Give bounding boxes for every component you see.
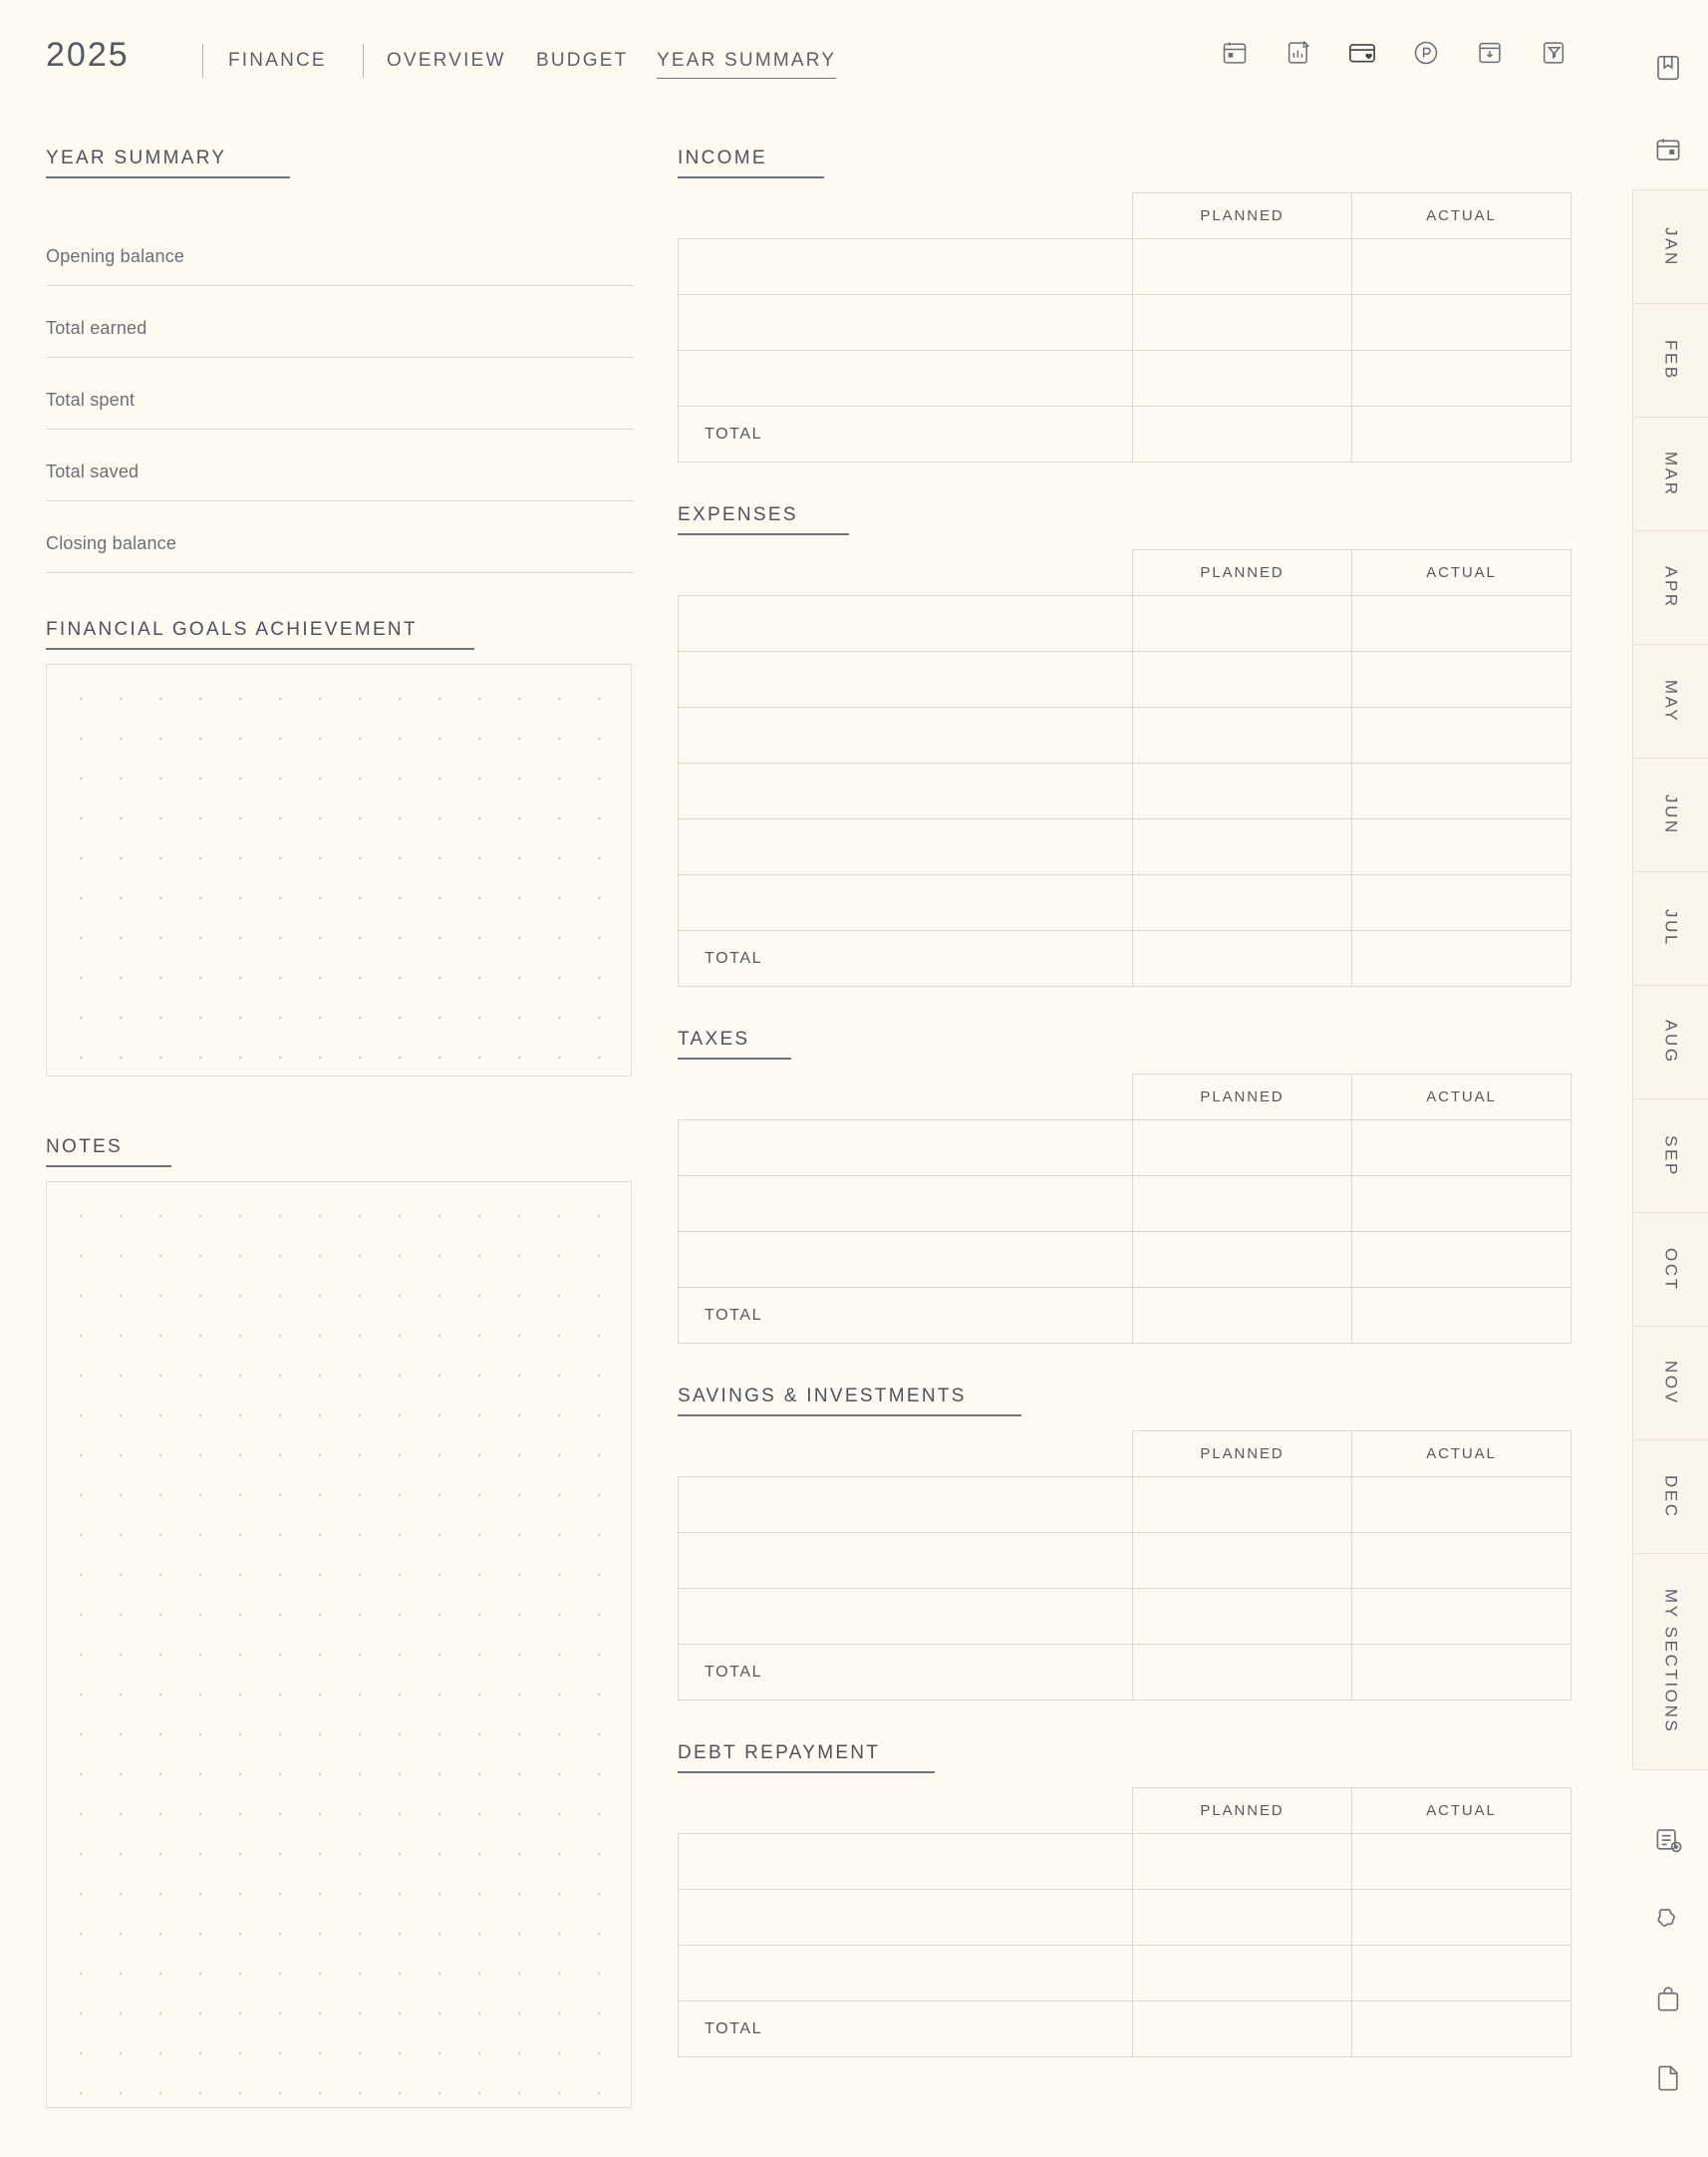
table-row[interactable] [679,1120,1571,1176]
cell-planned[interactable] [1133,708,1352,764]
tab-jan[interactable] [1632,189,1708,303]
notes-title-text: NOTES [46,1136,123,1157]
calendar-icon[interactable] [1218,36,1252,70]
cell-actual[interactable] [1352,1946,1571,2002]
savings-block [678,1386,1570,1700]
cell-actual[interactable] [1352,351,1571,407]
tab-label: DEC [1661,1474,1681,1519]
cell-actual[interactable] [1352,596,1571,652]
page-title: 2025 [46,36,130,74]
cell-actual[interactable] [1352,295,1571,351]
table-row[interactable] [679,708,1571,764]
cell-planned[interactable] [1133,1176,1352,1232]
summary-row-label: Opening balance [46,246,185,266]
tab-label: JAN [1661,226,1681,267]
cell-planned[interactable] [1133,295,1352,351]
table-total-row [679,2002,1571,2057]
table-row[interactable] [679,1533,1571,1589]
tab-label: OCT [1661,1247,1681,1292]
cell-planned[interactable] [1133,652,1352,708]
savings-header-actual: ACTUAL [1352,1431,1571,1477]
cell-actual[interactable] [1352,1834,1571,1890]
table-total-row [679,407,1571,462]
calendar-tab-icon[interactable] [1650,132,1686,167]
cell-planned[interactable] [1133,764,1352,819]
tab-label: JUL [1661,909,1681,948]
cell-name[interactable] [679,351,1133,407]
cell-name[interactable] [679,819,1133,875]
income-header-actual: ACTUAL [1352,193,1571,239]
year-summary-list [46,214,634,573]
total-planned[interactable] [1133,407,1352,462]
table-row[interactable] [679,819,1571,875]
tab-oct[interactable] [1632,1212,1708,1326]
goals-dotgrid[interactable] [46,664,632,1077]
table-row[interactable] [679,351,1571,407]
cell-actual[interactable] [1352,708,1571,764]
cell-name[interactable] [679,1120,1133,1176]
cell-name[interactable] [679,652,1133,708]
add-note-icon[interactable] [1650,1822,1686,1858]
debt-title-text: DEBT REPAYMENT [678,1742,881,1763]
breadcrumb-budget[interactable]: BUDGET [536,50,629,71]
table-row[interactable] [679,295,1571,351]
cell-planned[interactable] [1133,819,1352,875]
expenses-header-actual: ACTUAL [1352,550,1571,596]
income-header-blank [679,193,1133,239]
cell-actual[interactable] [1352,1890,1571,1946]
taxes-header-blank [679,1075,1133,1120]
goals-title [46,619,418,650]
total-label: TOTAL [679,1288,1133,1344]
cell-planned[interactable] [1133,1120,1352,1176]
cell-planned[interactable] [1133,351,1352,407]
cell-planned[interactable] [1133,1232,1352,1288]
tab-label: NOV [1661,1361,1681,1405]
cell-planned[interactable] [1133,1533,1352,1589]
cell-actual[interactable] [1352,764,1571,819]
cell-actual[interactable] [1352,239,1571,295]
tab-label: FEB [1661,340,1681,381]
cell-actual[interactable] [1352,1176,1571,1232]
tab-dec[interactable] [1632,1439,1708,1553]
chart-note-icon[interactable] [1281,36,1315,70]
breadcrumb-year-summary[interactable]: YEAR SUMMARY [657,50,836,79]
taxes-title-text: TAXES [678,1029,750,1050]
table-row[interactable] [679,652,1571,708]
tab-my-sections[interactable] [1632,1553,1708,1770]
summary-row-total-earned[interactable] [46,286,634,358]
table-row[interactable] [679,764,1571,819]
expenses-header-planned: PLANNED [1133,550,1352,596]
month-tabs [1632,189,1708,1770]
notes-dotgrid[interactable] [46,1181,632,2108]
income-table [678,192,1571,462]
notes-title [46,1136,123,1167]
page-header [46,36,1570,86]
cell-planned[interactable] [1133,239,1352,295]
expenses-header-blank [679,550,1133,596]
bag-icon[interactable] [1650,1982,1686,2017]
cell-actual[interactable] [1352,1533,1571,1589]
cell-planned[interactable] [1133,1946,1352,2002]
cell-name[interactable] [679,1533,1133,1589]
cell-name[interactable] [679,875,1133,931]
tab-feb[interactable] [1632,303,1708,417]
debt-header-planned: PLANNED [1133,1788,1352,1834]
table-row[interactable] [679,1232,1571,1288]
finance-circle-icon[interactable] [1409,36,1443,70]
tab-jul[interactable] [1632,871,1708,985]
breadcrumb-overview[interactable]: OVERVIEW [387,50,506,71]
taxes-title [678,1029,749,1060]
table-row[interactable] [679,596,1571,652]
total-label: TOTAL [679,931,1133,987]
income-header-planned: PLANNED [1133,193,1352,239]
cell-name[interactable] [679,295,1133,351]
cell-planned[interactable] [1133,1890,1352,1946]
total-actual[interactable] [1352,407,1571,462]
total-actual[interactable] [1352,1645,1571,1700]
tab-label: JUN [1661,794,1681,835]
taxes-header-actual: ACTUAL [1352,1075,1571,1120]
right-column [678,148,1570,2099]
page-icon[interactable] [1650,2059,1686,2095]
cell-name[interactable] [679,1589,1133,1645]
cell-planned[interactable] [1133,1834,1352,1890]
table-row[interactable] [679,239,1571,295]
tab-sep[interactable] [1632,1098,1708,1212]
taxes-block [678,1029,1570,1344]
expenses-title-text: EXPENSES [678,504,798,525]
total-label: TOTAL [679,2002,1133,2057]
cell-actual[interactable] [1352,652,1571,708]
cell-planned[interactable] [1133,1589,1352,1645]
summary-row-label: Total spent [46,390,136,410]
summary-row-label: Total saved [46,462,140,481]
funnel-icon[interactable] [1537,36,1570,70]
tab-mar[interactable] [1632,417,1708,530]
tab-label: APR [1661,566,1681,609]
savings-title [678,1386,967,1416]
total-planned[interactable] [1133,931,1352,987]
summary-row-label: Closing balance [46,533,177,553]
bookmark-icon[interactable] [1650,50,1686,86]
wallet-heart-icon[interactable] [1345,36,1379,70]
summary-row-total-saved[interactable] [46,430,634,501]
total-planned[interactable] [1133,1288,1352,1344]
header-icon-bar [1218,36,1570,70]
table-total-row [679,1645,1571,1700]
savings-box-icon[interactable] [1473,36,1507,70]
cell-actual[interactable] [1352,875,1571,931]
cell-name[interactable] [679,764,1133,819]
income-block [678,148,1570,462]
cell-name[interactable] [679,1477,1133,1533]
tab-label: AUG [1661,1020,1681,1065]
summary-row-label: Total earned [46,318,147,338]
expenses-block [678,504,1570,987]
cell-planned[interactable] [1133,875,1352,931]
table-row[interactable] [679,1890,1571,1946]
debt-header-actual: ACTUAL [1352,1788,1571,1834]
total-planned[interactable] [1133,2002,1352,2057]
taxes-header-planned: PLANNED [1133,1075,1352,1120]
tab-jun[interactable] [1632,758,1708,871]
total-actual[interactable] [1352,931,1571,987]
debt-table [678,1787,1571,2057]
cell-planned[interactable] [1133,1477,1352,1533]
cell-name[interactable] [679,239,1133,295]
cell-name[interactable] [679,1232,1133,1288]
savings-title-text: SAVINGS & INVESTMENTS [678,1386,967,1406]
tab-label: MAY [1661,679,1681,724]
total-actual[interactable] [1352,1288,1571,1344]
table-row[interactable] [679,1946,1571,2002]
tab-label: MY SECTIONS [1661,1589,1681,1734]
summary-row-total-spent[interactable] [46,358,634,430]
tab-label: MAR [1661,451,1681,497]
cell-actual[interactable] [1352,1232,1571,1288]
savings-header-blank [679,1431,1133,1477]
debt-header-blank [679,1788,1133,1834]
summary-row-opening-balance[interactable] [46,214,634,286]
savings-header-planned: PLANNED [1133,1431,1352,1477]
cell-actual[interactable] [1352,1120,1571,1176]
table-row[interactable] [679,1477,1571,1533]
cell-name[interactable] [679,1834,1133,1890]
summary-row-closing-balance[interactable] [46,501,634,573]
tab-nov[interactable] [1632,1326,1708,1439]
expenses-title [678,504,798,535]
cell-name[interactable] [679,596,1133,652]
table-row[interactable] [679,1176,1571,1232]
total-actual[interactable] [1352,2002,1571,2057]
cell-planned[interactable] [1133,596,1352,652]
taxes-table [678,1074,1571,1344]
tab-apr[interactable] [1632,530,1708,644]
cell-actual[interactable] [1352,1589,1571,1645]
cell-actual[interactable] [1352,1477,1571,1533]
savings-table [678,1430,1571,1700]
cell-name[interactable] [679,1176,1133,1232]
income-title [678,148,767,178]
cell-actual[interactable] [1352,819,1571,875]
sticker-icon[interactable] [1650,1902,1686,1938]
table-row[interactable] [679,875,1571,931]
tab-aug[interactable] [1632,985,1708,1098]
debt-title [678,1742,880,1773]
table-total-row [679,1288,1571,1344]
total-label: TOTAL [679,1645,1133,1700]
total-label: TOTAL [679,407,1133,462]
expenses-table [678,549,1571,987]
tab-may[interactable] [1632,644,1708,758]
table-total-row [679,931,1571,987]
tab-label: SEP [1661,1134,1681,1177]
cell-name[interactable] [679,1890,1133,1946]
year-summary-title-text: YEAR SUMMARY [46,148,227,168]
year-summary-title [46,148,226,178]
side-tab-rail [1628,0,1708,2157]
breadcrumb-finance[interactable]: FINANCE [228,50,327,71]
cell-name[interactable] [679,708,1133,764]
cell-name[interactable] [679,1946,1133,2002]
total-planned[interactable] [1133,1645,1352,1700]
table-row[interactable] [679,1589,1571,1645]
income-title-text: INCOME [678,148,767,168]
debt-block [678,1742,1570,2057]
left-column [46,148,634,2108]
goals-title-text: FINANCIAL GOALS ACHIEVEMENT [46,619,418,640]
header-divider-2 [363,44,364,78]
table-row[interactable] [679,1834,1571,1890]
header-divider-1 [202,44,203,78]
